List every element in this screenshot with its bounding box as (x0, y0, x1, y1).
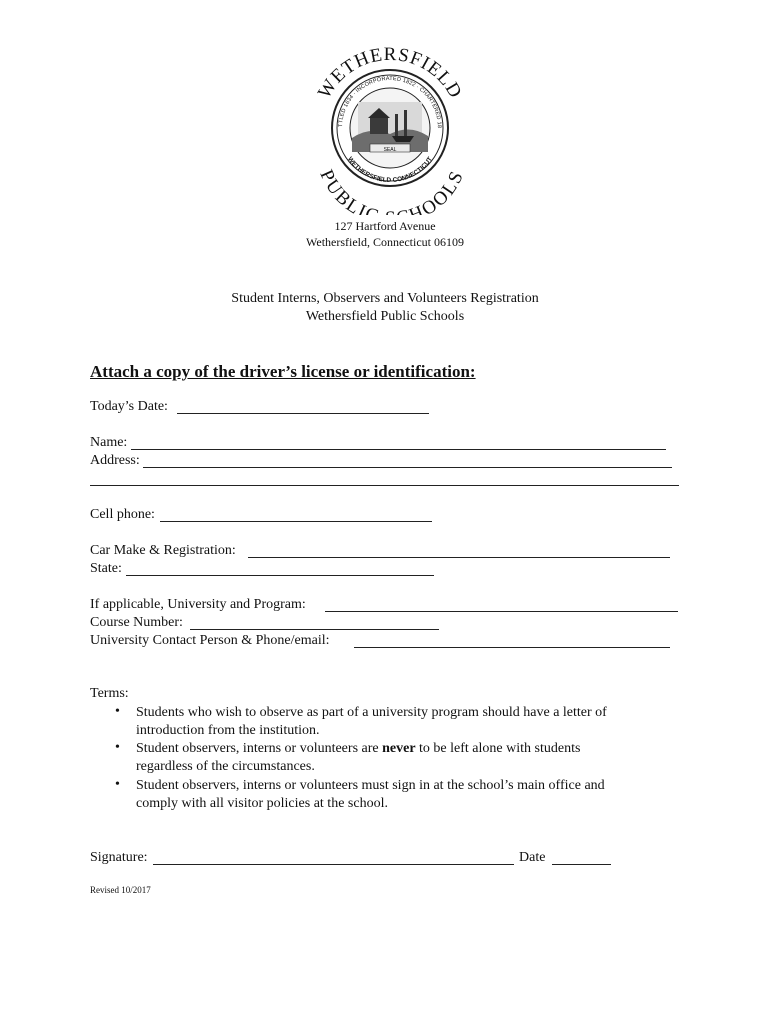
address-line-2: Wethersfield, Connecticut 06109 (306, 235, 464, 249)
svg-text:PUBLIC SCHOOLS: PUBLI HOOLS (315, 166, 469, 215)
svg-text:SETTLED 1634 · INCORPORATED 18: TTLED 1634 · INCORPORATED 1822 · CHARTERED 18 (337, 75, 443, 129)
svg-text:SEAL: SEAL (383, 147, 397, 153)
svg-text:WETHERSFIELD: WETHERSFIELD (313, 43, 467, 103)
signature-label: Signature: (90, 850, 148, 865)
form-title-line-1: Student Interns, Observers and Volunteers Registration (231, 291, 539, 306)
car-make-field[interactable] (248, 557, 670, 558)
bullet-icon: • (115, 740, 120, 755)
cell-phone-field[interactable] (160, 521, 432, 522)
university-program-label: If applicable, University and Program: (90, 597, 306, 612)
course-number-label: Course Number: (90, 615, 183, 630)
state-label: State: (90, 561, 122, 576)
state-field[interactable] (126, 575, 434, 576)
revision-note: Revised 10/2017 (90, 885, 151, 895)
signature-date-field[interactable] (552, 864, 611, 865)
todays-date-field[interactable] (177, 413, 429, 414)
school-seal-logo (300, 40, 480, 215)
terms-item-1 (136, 704, 607, 740)
signature-field[interactable] (153, 864, 514, 865)
address-field-line-2[interactable] (90, 485, 679, 486)
cell-phone-label: Cell phone: (90, 507, 155, 522)
terms-item-2 (136, 740, 580, 776)
university-contact-label: University Contact Person & Phone/email: (90, 633, 330, 648)
svg-text:WETHERSFIELD CONNECTICUT: WETHERSFIELD CONNECTICUT (346, 155, 434, 185)
seal-icon (300, 40, 480, 215)
terms-item-1-line-1: Students who wish to observe as part of a university program should have a letter of (136, 705, 607, 720)
bullet-icon: • (115, 777, 120, 792)
address-line-1: 127 Hartford Avenue (334, 219, 436, 233)
terms-item-3-line-2: comply with all visitor policies at the school. (136, 796, 388, 811)
car-make-label: Car Make & Registration: (90, 543, 236, 558)
terms-item-2-text-post: to be left alone with students (415, 741, 581, 756)
terms-item-2-line-1 (136, 740, 580, 758)
terms-item-3-line-1: Student observers, interns or volunteers must sign in at the school’s main office and (136, 778, 605, 793)
todays-date-label: Today’s Date: (90, 399, 168, 414)
course-number-field[interactable] (190, 629, 439, 630)
school-address (0, 218, 770, 250)
terms-item-2-line-2: regardless of the circumstances. (136, 759, 315, 774)
form-title (0, 290, 770, 326)
university-program-field[interactable] (325, 611, 678, 612)
address-label: Address: (90, 453, 140, 468)
instruction-heading: Attach a copy of the driver’s license or identification: (90, 362, 476, 381)
name-label: Name: (90, 435, 128, 450)
terms-item-3 (136, 777, 605, 813)
terms-item-2-emphasis: never (382, 741, 416, 756)
signature-date-label: Date (519, 850, 546, 865)
address-field[interactable] (143, 467, 672, 468)
terms-item-2-text-pre: Student observers, interns or volunteers are (136, 741, 383, 756)
name-field[interactable] (131, 449, 666, 450)
bullet-icon: • (115, 704, 120, 719)
terms-label: Terms: (90, 686, 129, 701)
form-title-line-2: Wethersfield Public Schools (305, 309, 465, 324)
terms-item-1-line-2: introduction from the institution. (136, 723, 320, 738)
university-contact-field[interactable] (354, 647, 670, 648)
